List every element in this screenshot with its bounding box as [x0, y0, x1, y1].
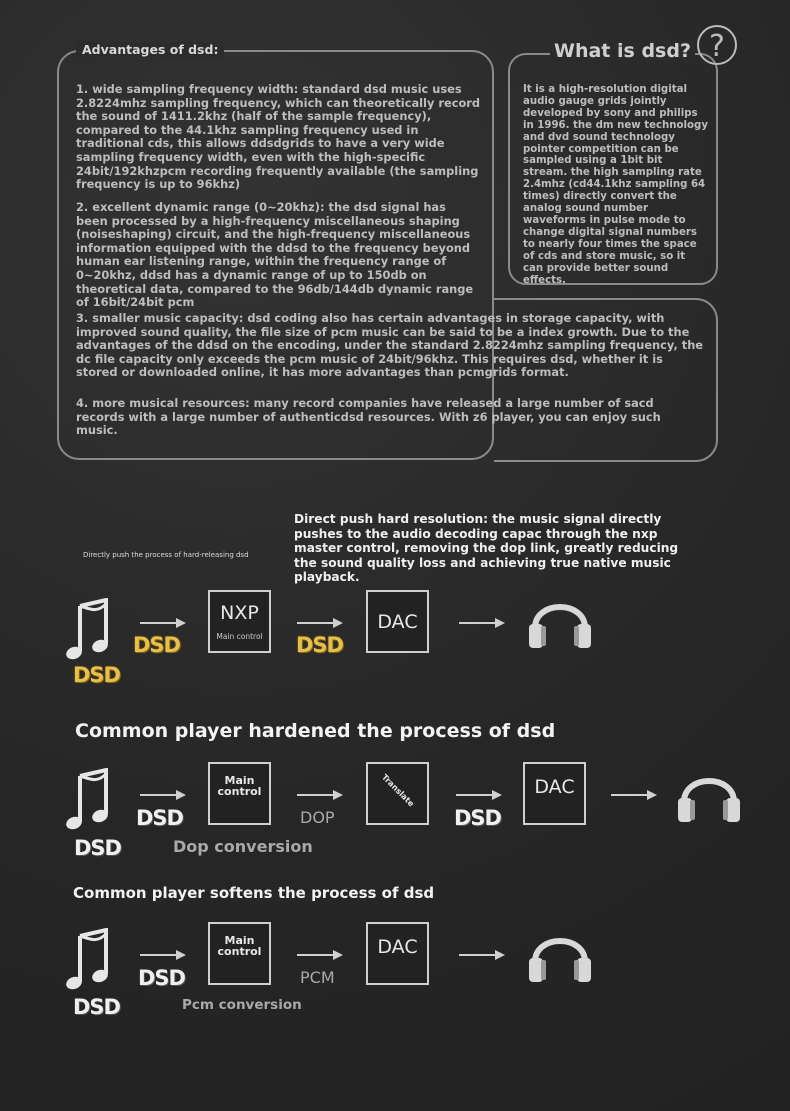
question-mark-icon: ?: [697, 25, 737, 65]
headphones-icon: [527, 922, 595, 984]
dac-label: DAC: [377, 935, 418, 958]
advantage-3: 3. smaller music capacity: dsd coding also has certain advantages in storage capacity, with improved sound quality, the file size of pcm music can be said to be a index growth. Due to the advantages of the ddsd on the encoding, under the standard 2.8224mhz sampling frequency, the dc file capacity only exceeds the pcm music of 24bit/96khz. This requires dsd, whether it is stored or downloaded online, it has more advantages than pcmgrids format.: [76, 311, 704, 380]
direct-caption: Directly push the process of hard-releasing dsd: [83, 551, 249, 559]
nxp-label: NXP: [220, 602, 259, 624]
headphones-icon: [527, 588, 595, 650]
main-control-label: Main control: [216, 632, 263, 641]
translate-label: Translate: [379, 772, 416, 809]
dop-conversion-label: Dop conversion: [173, 837, 313, 856]
dsd-label-source: DSD: [74, 836, 121, 860]
dsd-label-2: DSD: [296, 633, 343, 657]
hardened-heading: Common player hardened the process of dsd: [75, 720, 556, 742]
headphones-icon: [676, 762, 744, 824]
pcm-label: PCM: [300, 968, 335, 987]
dsd-label-1: DSD: [133, 633, 180, 657]
arrow-icon: [297, 949, 347, 963]
main-control-box: [208, 762, 271, 825]
direct-description: Direct push hard resolution: the music signal directly pushes to the audio decoding capac through the nxp master control, removing the dop link, greatly reducing the sound quality loss and achieving true native music playback.: [294, 512, 679, 584]
softened-heading: Common player softens the process of dsd: [73, 884, 435, 902]
dsd-label-2: DSD: [454, 806, 501, 830]
music-note-icon: [66, 598, 116, 662]
dsd-label-1: DSD: [138, 966, 185, 990]
arrow-icon: [140, 617, 190, 631]
dsd-label-source: DSD: [73, 663, 120, 687]
arrow-icon: [459, 617, 509, 631]
what-is-dsd-title: What is dsd?: [550, 40, 695, 62]
arrow-icon: [297, 617, 347, 631]
advantage-1: 1. wide sampling frequency width: standard dsd music uses 2.8224mhz sampling frequency, which can theoretically record the sound of 1411.2khz (half of the sample frequency), compared to the 44.1khz sampling frequency used in traditional cds, this allows ddsdgrids to have a very wide sampling frequency width, even with the high-specific 24bit/192khzpcm recording frequently available (the sampling frequency is up to 96khz): [76, 82, 481, 192]
main-control-label: Main control: [217, 933, 262, 958]
dsd-label-1: DSD: [136, 806, 183, 830]
pcm-conversion-label: Pcm conversion: [182, 997, 302, 1013]
arrow-icon: [140, 949, 190, 963]
arrow-icon: [459, 949, 509, 963]
dac-label: DAC: [534, 775, 575, 798]
arrow-icon: [297, 789, 347, 803]
music-note-icon: [66, 768, 116, 832]
dac-label: DAC: [377, 610, 418, 633]
advantage-2: 2. excellent dynamic range (0~20khz): the dsd signal has been processed by a high-frequency miscellaneous shaping (noiseshaping) circuit, and the high-frequency miscellaneous information equipped with the ddsd to the frequency beyond human ear listening range, within the frequency range of 0~20khz, ddsd has a dynamic range of up to 150db on theoretical data, compared to the 96db/144db dynamic range of 16bit/24bit pcm: [76, 200, 474, 310]
dsd-label-source: DSD: [73, 995, 120, 1019]
advantage-4: 4. more musical resources: many record companies have released a large number of sacd records with a large number of authenticdsd resources. With z6 player, you can enjoy such music.: [76, 396, 661, 438]
dac-box: [366, 922, 429, 985]
music-note-icon: [66, 928, 116, 992]
what-is-dsd-body: It is a high-resolution digital audio gauge grids jointly developed by sony and philips in 1996. the dm new technology and dvd sound technology pointer competition can be sampled using a 1bit bit stream. the high sampling rate 2.4mhz (cd44.1khz sampling 64 times) directly convert the analog sound number waveforms in pulse mode to change digital signal numbers to nearly four times the space of cds and store music, so it can provide better sound effects.: [523, 84, 708, 286]
arrow-icon: [456, 789, 506, 803]
advantages-title: Advantages of dsd:: [76, 42, 224, 57]
dac-box: [366, 590, 429, 653]
main-control-box: [208, 922, 271, 985]
arrow-icon: [140, 789, 190, 803]
dop-label: DOP: [300, 808, 335, 827]
arrow-icon: [611, 789, 661, 803]
translate-box: [366, 762, 429, 825]
dac-box: [523, 762, 586, 825]
main-control-label: Main control: [217, 773, 262, 798]
nxp-box: [208, 590, 271, 653]
